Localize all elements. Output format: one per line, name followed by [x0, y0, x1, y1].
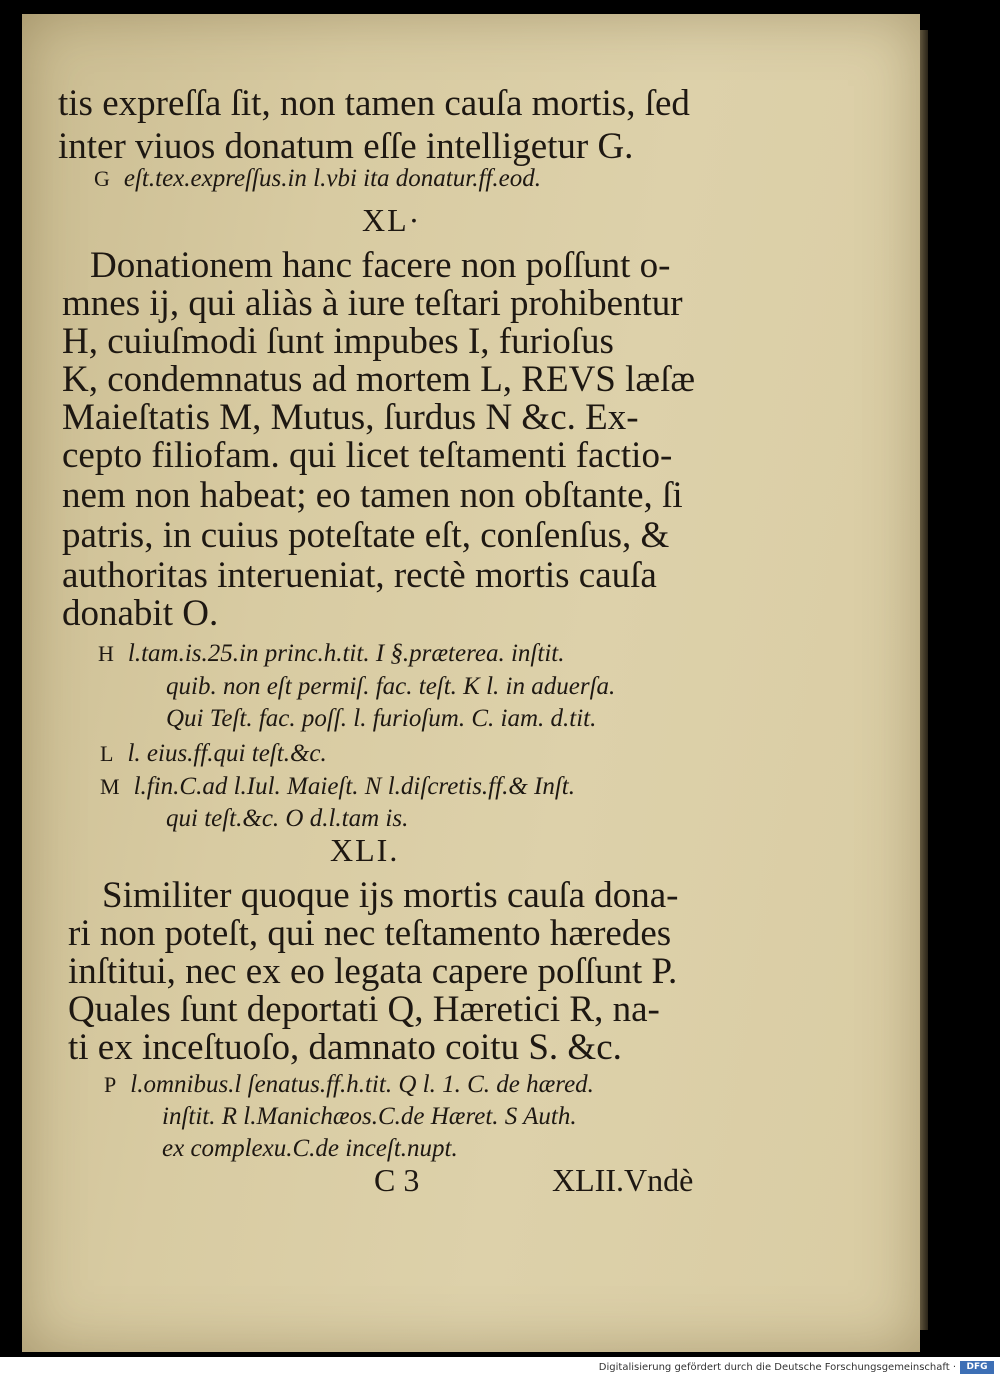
text-line: donabit O. — [62, 593, 219, 634]
note-text: Qui Teſt. fac. poſſ. l. furioſum. C. iam. d.tit. — [166, 705, 597, 732]
text-line: Similiter quoque ijs mortis cauſa dona- — [102, 875, 679, 916]
text-line: patris, in cuius poteſtate eſt, conſenſus, & — [62, 515, 670, 556]
book-page — [22, 14, 920, 1352]
text-line: mnes ij, qui aliàs à iure teſtari prohibentur — [62, 283, 683, 324]
marginal-note — [100, 739, 327, 769]
text-line: ti ex inceſtuoſo, damnato coitu S. &c. — [68, 1027, 622, 1068]
catchword: XLII.Vndè — [552, 1162, 694, 1198]
note-marker: L — [100, 741, 114, 766]
text-line: H, cuiuſmodi ſunt impubes I, furioſus — [62, 321, 614, 362]
text-line: tis expreſſa ſit, non tamen cauſa mortis, ſed — [58, 83, 690, 124]
note-marker: M — [100, 774, 120, 799]
note-text: qui teſt.&c. O d.l.tam is. — [166, 805, 409, 832]
text-line: cepto filiofam. qui licet teſtamenti factio- — [62, 435, 673, 476]
funding-notice: Digitalisierung gefördert durch die Deutsche Forschungsgemeinschaft · — [598, 1362, 956, 1373]
text-line: Quales ſunt deportati Q, Hæretici R, na- — [68, 989, 660, 1030]
note-marker: H — [98, 641, 114, 666]
marginal-note — [162, 1102, 577, 1132]
marginal-note — [166, 804, 408, 834]
text-line: Donationem hanc facere non poſſunt o- — [90, 245, 671, 286]
text-line: inter viuos donatum eſſe intelligetur G. — [58, 126, 634, 167]
note-text: l.tam.is.25.in princ.h.tit. I §.præterea. inſtit. — [127, 640, 565, 667]
text-line: Maieſtatis M, Mutus, ſurdus N &c. Ex- — [62, 397, 639, 438]
signature-mark: C 3 — [374, 1162, 420, 1198]
marginal-note — [166, 672, 615, 702]
note-text: l.omnibus.l ſenatus.ff.h.tit. Q l. 1. C. de hæred. — [130, 1071, 594, 1098]
note-text: ex complexu.C.de inceſt.nupt. — [162, 1135, 458, 1162]
note-text: l. eius.ff.qui teſt.&c. — [127, 740, 327, 767]
marginal-note — [94, 164, 541, 194]
text-line: nem non habeat; eo tamen non obſtante, ſi — [62, 475, 683, 516]
note-marker: P — [104, 1072, 117, 1097]
marginal-note — [100, 772, 575, 802]
marginal-note — [166, 704, 596, 734]
text-line: inſtitui, nec ex eo legata capere poſſunt P. — [68, 951, 678, 992]
marginal-note — [104, 1070, 594, 1100]
text-line: K, condemnatus ad mortem L, REVS læſæ — [62, 359, 696, 400]
note-text: l.fin.C.ad l.Iul. Maieſt. N l.diſcretis.ff.& Inſt. — [133, 773, 575, 800]
note-text: quib. non eſt permiſ. fac. teſt. K l. in aduerſa. — [166, 673, 616, 700]
section-heading: XL· — [362, 202, 422, 238]
note-marker: G — [94, 166, 110, 191]
text-line: authoritas interueniat, rectè mortis cauſa — [62, 555, 657, 596]
marginal-note — [98, 639, 564, 669]
note-text: eſt.tex.expreſſus.in l.vbi ita donatur.ff.eod. — [123, 165, 541, 192]
dfg-logo-icon: DFG — [960, 1361, 994, 1374]
note-text: inſtit. R l.Manichæos.C.de Hæret. S Auth. — [162, 1103, 577, 1130]
section-heading: XLI. — [330, 832, 400, 868]
text-line: ri non poteſt, qui nec teſtamento hæredes — [68, 913, 672, 954]
